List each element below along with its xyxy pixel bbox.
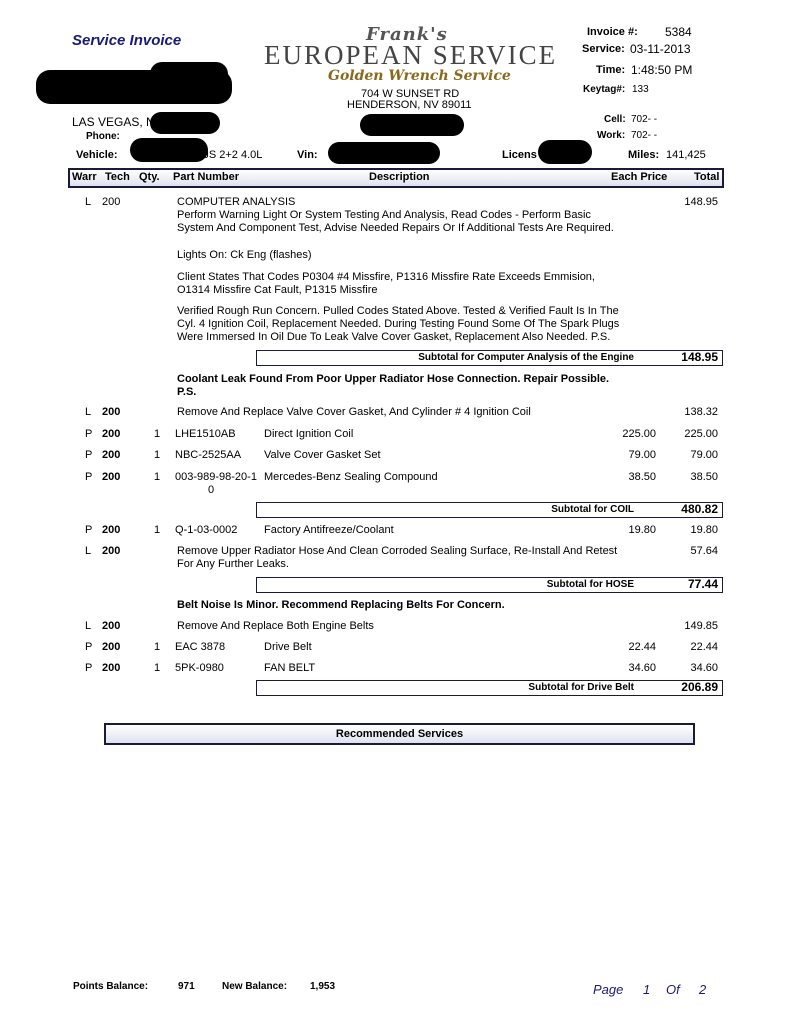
of-word: Of <box>666 982 680 997</box>
s2-p1-part: LHE1510AB <box>175 428 236 440</box>
s2-p1-type: P <box>85 428 93 440</box>
page-word: Page <box>593 982 624 997</box>
time-label: Time: <box>596 64 626 76</box>
col-each: Each Price <box>611 171 668 183</box>
col-qty: Qty. <box>139 171 160 183</box>
recommended-services-header: Recommended Services <box>104 723 695 745</box>
redaction-name-2 <box>150 62 228 86</box>
s3-part-each: 19.80 <box>628 524 656 536</box>
s1-desc-1a: Perform Warning Light Or System Testing And Analysis, Read Codes - Perform Basic <box>177 209 591 221</box>
vehicle-value: XJS 2+2 4.0L <box>196 149 263 161</box>
s3-part-tech: 200 <box>102 524 121 536</box>
s1-desc-3b: Cyl. 4 Ignition Coil, Replacement Needed. During Testing Found Some Of The Spark Plugs <box>177 318 620 330</box>
s3-labor-desc-1: Remove Upper Radiator Hose And Clean Corroded Sealing Surface, Re-Install And Retest <box>177 545 618 557</box>
s2-p1-qty: 1 <box>154 428 161 440</box>
s2-heading-2: P.S. <box>177 386 197 398</box>
s4-p1-qty: 1 <box>154 641 161 653</box>
s2-p3-part: 003-989-98-20-1 <box>175 471 257 483</box>
new-balance-label: New Balance: <box>222 981 288 992</box>
s4-p2-total: 34.60 <box>690 662 718 674</box>
customer-city: LAS VEGAS, N <box>72 115 155 129</box>
page-number: 1 <box>643 982 651 997</box>
s2-p2-qty: 1 <box>154 449 161 461</box>
s3-part-type: P <box>85 524 93 536</box>
phone-label: Phone: <box>86 131 120 142</box>
miles-value: 141,425 <box>666 149 706 161</box>
s2-p2-desc: Valve Cover Gasket Set <box>264 449 381 461</box>
s1-subtotal-value: 148.95 <box>681 350 718 364</box>
s1-title: COMPUTER ANALYSIS <box>177 196 296 208</box>
s2-p1-total: 225.00 <box>684 428 718 440</box>
s3-part-total: 19.80 <box>690 524 718 536</box>
s2-p2-type: P <box>85 449 93 461</box>
s3-labor-tech: 200 <box>102 545 121 557</box>
service-label: Service: <box>582 43 625 55</box>
col-desc: Description <box>369 171 430 183</box>
s1-type: L <box>85 196 92 208</box>
s1-tech: 200 <box>102 196 121 208</box>
s4-p1-type: P <box>85 641 93 653</box>
s4-p1-total: 22.44 <box>690 641 718 653</box>
s2-p3-part-wrap: 0 <box>208 484 215 496</box>
s3-labor-total: 57.64 <box>690 545 718 557</box>
s3-part-qty: 1 <box>154 524 161 536</box>
s2-labor-type: L <box>85 406 92 418</box>
s4-p1-desc: Drive Belt <box>264 641 312 653</box>
s1-desc-3a: Verified Rough Run Concern. Pulled Codes Stated Above. Tested & Verified Fault Is In The <box>177 305 619 317</box>
s2-p2-each: 79.00 <box>628 449 656 461</box>
invoice-label: Invoice #: <box>587 26 638 38</box>
s4-p2-type: P <box>85 662 93 674</box>
s2-subtotal-value: 480.82 <box>681 502 718 516</box>
s2-p2-part: NBC-2525AA <box>175 449 242 461</box>
s1-desc-3c: Were Immersed In Oil Due To Leak Valve Cover Gasket, Replacement Also Needed. P.S. <box>177 331 611 343</box>
s4-p1-part: EAC 3878 <box>175 641 226 653</box>
s4-subtotal-value: 206.89 <box>681 680 718 694</box>
brand-line-2: EUROPEAN SERVICE <box>264 40 558 70</box>
s2-subtotal <box>256 502 723 518</box>
col-warr: Warr <box>72 171 97 183</box>
s2-subtotal-label: Subtotal for COIL <box>551 504 634 515</box>
redaction-gar <box>360 114 464 136</box>
s2-heading-1: Coolant Leak Found From Poor Upper Radiator Hose Connection. Repair Possible. <box>177 373 610 385</box>
s2-p3-total: 38.50 <box>690 471 718 483</box>
s2-p3-each: 38.50 <box>628 471 656 483</box>
col-total: Total <box>694 171 720 183</box>
shop-address-1: 704 W SUNSET RD <box>361 88 460 100</box>
s2-p2-total: 79.00 <box>690 449 718 461</box>
brand-line-3: Golden Wrench Service <box>328 68 511 84</box>
s4-labor-tech: 200 <box>102 620 121 632</box>
s3-subtotal <box>256 577 723 593</box>
cell-value: 702- - <box>631 114 658 125</box>
cell-label: Cell: <box>604 114 626 125</box>
invoice-number: 5384 <box>665 25 692 39</box>
new-balance-value: 1,953 <box>310 981 336 992</box>
s4-p1-each: 22.44 <box>628 641 656 653</box>
points-balance-label: Points Balance: <box>73 981 149 992</box>
s4-p2-part: 5PK-0980 <box>175 662 224 674</box>
vehicle-label: Vehicle: <box>76 149 118 161</box>
s4-p1-tech: 200 <box>102 641 121 653</box>
s2-labor-tech: 200 <box>102 406 121 418</box>
vin-label: Vin: <box>297 149 318 161</box>
s1-desc-1b: System And Component Test, Advise Needed Repairs Or If Additional Tests Are Required. <box>177 222 614 234</box>
time-value: 1:48:50 PM <box>631 63 693 77</box>
service-date: 03-11-2013 <box>630 42 691 56</box>
s3-part-number: Q-1-03-0002 <box>175 524 238 536</box>
s4-subtotal <box>256 680 723 696</box>
col-part: Part Number <box>173 171 240 183</box>
s2-labor-desc: Remove And Replace Valve Cover Gasket, And Cylinder # 4 Ignition Coil <box>177 406 531 418</box>
col-tech: Tech <box>105 171 130 183</box>
keytag-label: Keytag#: <box>583 84 626 95</box>
s1-desc-2b: O1314 Missfire Cat Fault, P1315 Missfire <box>177 284 378 296</box>
s3-part-desc: Factory Antifreeze/Coolant <box>264 524 394 536</box>
s3-labor-desc-2: For Any Further Leaks. <box>177 558 289 570</box>
s2-p1-desc: Direct Ignition Coil <box>264 428 354 440</box>
s2-p1-each: 225.00 <box>622 428 656 440</box>
s1-subtotal-label: Subtotal for Computer Analysis of the Engine <box>418 352 634 363</box>
s4-subtotal-label: Subtotal for Drive Belt <box>528 682 634 693</box>
document-title: Service Invoice <box>72 32 182 49</box>
miles-label: Miles: <box>628 149 660 161</box>
points-balance-value: 971 <box>178 981 195 992</box>
work-value: 702- - <box>631 130 658 141</box>
s3-labor-type: L <box>85 545 92 557</box>
redaction-vin <box>328 142 440 164</box>
brand-line-1: Frank's <box>366 24 448 45</box>
s2-p3-desc: Mercedes-Benz Sealing Compound <box>264 471 438 483</box>
s4-p2-qty: 1 <box>154 662 161 674</box>
shop-address-2: HENDERSON, NV 89011 <box>347 99 472 111</box>
s4-p2-desc: FAN BELT <box>264 662 316 674</box>
s2-p3-tech: 200 <box>102 471 121 483</box>
s4-labor-total: 149.85 <box>684 620 718 632</box>
s2-p3-qty: 1 <box>154 471 161 483</box>
s4-p2-tech: 200 <box>102 662 121 674</box>
keytag-value: 133 <box>632 84 649 95</box>
s1-total: 148.95 <box>684 196 718 208</box>
s2-p2-tech: 200 <box>102 449 121 461</box>
s2-labor-total: 138.32 <box>684 406 718 418</box>
s2-p1-tech: 200 <box>102 428 121 440</box>
work-label: Work: <box>597 130 626 141</box>
s2-p3-type: P <box>85 471 93 483</box>
s4-p2-each: 34.60 <box>628 662 656 674</box>
s4-labor-desc: Remove And Replace Both Engine Belts <box>177 620 374 632</box>
s1-desc-2a: Client States That Codes P0304 #4 Missfire, P1316 Missfire Rate Exceeds Emmision, <box>177 271 595 283</box>
s3-subtotal-value: 77.44 <box>687 577 718 591</box>
column-header <box>68 168 724 188</box>
s4-heading: Belt Noise Is Minor. Recommend Replacing Belts For Concern. <box>177 599 505 611</box>
redaction-address <box>150 112 220 134</box>
s4-labor-type: L <box>85 620 92 632</box>
s3-subtotal-label: Subtotal for HOSE <box>546 579 634 590</box>
s1-lights: Lights On: Ck Eng (flashes) <box>177 249 312 261</box>
license-label: Licens <box>502 149 537 161</box>
page-total: 2 <box>699 982 707 997</box>
s1-subtotal <box>256 350 723 366</box>
redaction-license <box>538 140 592 164</box>
